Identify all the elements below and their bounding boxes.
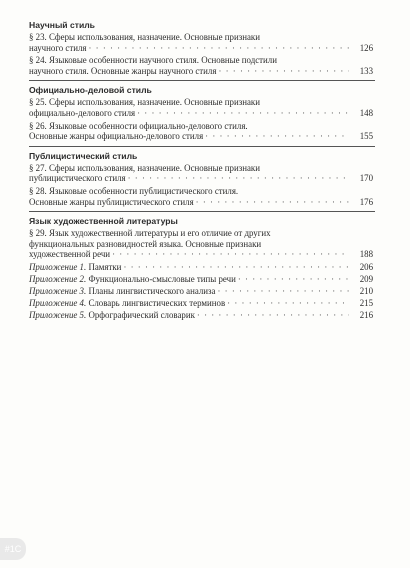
dot-leader [227, 298, 349, 309]
entry-line: § 29. Язык художественной литературы и его отличие от других [29, 228, 271, 239]
entry-line: § 26. Языковые особенности официально-делового стиля. [29, 120, 248, 131]
appendix-title: Памятки [88, 261, 122, 272]
toc-section-official-business-style [29, 80, 375, 141]
appendix-title: Функционально-смысловые типы речи [88, 274, 236, 284]
dot-leader [218, 66, 349, 77]
appendix-label: Приложение 1. [29, 261, 87, 272]
appendix-label: Приложение 5. [29, 310, 87, 321]
toc-section-literary-language [29, 211, 375, 321]
page-number: 170 [359, 173, 373, 184]
dot-leader [197, 310, 349, 321]
page-number: 216 [359, 310, 373, 321]
toc-entry-appendix-1 [29, 262, 375, 273]
toc-entry-27 [29, 163, 375, 184]
appendix-label: Приложение 4. [29, 298, 87, 309]
dot-leader [112, 249, 349, 260]
entry-line: § 24. Языковые особенности научного стиля. Основные подстили [29, 55, 277, 66]
toc-section-scientific-style [29, 19, 375, 76]
toc-section-publicistic-style [29, 146, 375, 207]
toc-entry-appendix-2 [29, 274, 375, 285]
toc-entry-23 [29, 32, 375, 53]
entry-line: § 28. Языковые особенности публицистического стиля. [29, 185, 239, 196]
entry-line: § 25. Сферы использования, назначение. Основные признаки [29, 97, 260, 108]
toc-entry-appendix-5 [29, 310, 375, 321]
page-number: 176 [359, 196, 373, 207]
appendix-label: Приложение 3. [29, 286, 87, 297]
toc-entry-25 [29, 97, 375, 118]
appendix-list [29, 262, 375, 321]
toc-entry-28 [29, 186, 375, 207]
entry-line-last: научного стиля. Основные жанры научного стиля [29, 65, 217, 76]
section-title: Язык художественной литературы [29, 216, 178, 227]
page-number: 148 [359, 107, 373, 118]
appendix-title: Словарь лингвистических терминов [88, 298, 226, 309]
entry-line-last: официально-делового стиля [29, 107, 136, 118]
dot-leader [123, 262, 349, 273]
toc-entry-24 [29, 55, 375, 76]
entry-line: § 27. Сферы использования, назначение. Основные признаки [29, 162, 260, 173]
dot-leader [196, 197, 349, 208]
section-title: Публицистический стиль [29, 150, 138, 161]
dot-leader [137, 108, 349, 119]
corner-tag: #1C [0, 538, 26, 560]
page-number: 210 [359, 286, 373, 297]
page-number: 133 [359, 65, 373, 76]
table-of-contents [29, 19, 375, 325]
entry-line: функциональных разновидностей языка. Основные признаки [29, 238, 262, 249]
section-title: Официально-деловой стиль [29, 85, 152, 96]
dot-leader [128, 173, 349, 184]
dot-leader [88, 43, 349, 54]
toc-entry-appendix-3 [29, 286, 375, 297]
toc-entry-29 [29, 228, 375, 260]
toc-entry-26 [29, 121, 375, 142]
appendix-label: Приложение 2. [29, 274, 87, 284]
toc-entry-appendix-4 [29, 298, 375, 309]
entry-line-last: Основные жанры публицистического стиля [29, 196, 194, 207]
dot-leader [238, 274, 349, 285]
page-number: 126 [359, 42, 373, 53]
dot-leader [205, 131, 349, 142]
entry-line-last: научного стиля [29, 42, 87, 53]
entry-line-last: Основные жанры официально-делового стиля [29, 131, 204, 142]
page-number: 206 [359, 261, 373, 272]
page-number: 155 [359, 131, 373, 142]
entry-line-last: художественной речи [29, 249, 111, 260]
page-number: 188 [359, 249, 373, 260]
appendix-title: Планы лингвистического анализа [88, 286, 216, 297]
page-number: 209 [359, 274, 373, 284]
dot-leader [218, 286, 350, 297]
section-title: Научный стиль [29, 20, 95, 30]
appendix-title: Орфографический словарик [88, 310, 195, 321]
page-number: 215 [359, 298, 373, 309]
entry-line-last: публицистического стиля [29, 173, 126, 184]
entry-line: § 23. Сферы использования, назначение. Основные признаки [29, 32, 260, 42]
